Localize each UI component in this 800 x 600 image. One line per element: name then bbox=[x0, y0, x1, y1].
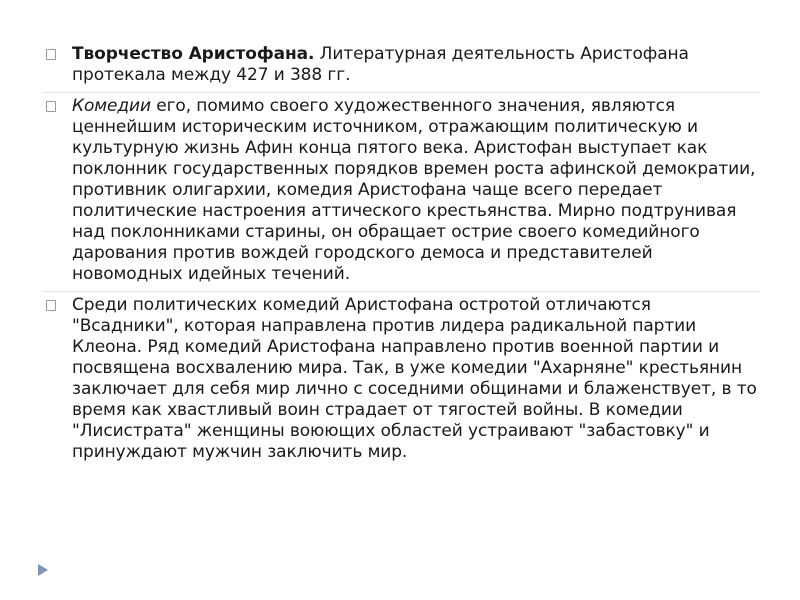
square-bullet-icon bbox=[46, 300, 56, 311]
bullet-body: Литературная деятельность Аристофана протекала между 427 и 388 гг. bbox=[72, 44, 689, 85]
bullet-item-2 bbox=[44, 96, 760, 285]
bullet-text bbox=[72, 96, 755, 284]
bullet-text bbox=[72, 44, 689, 85]
divider bbox=[44, 92, 760, 93]
divider bbox=[44, 291, 760, 292]
bullet-lead: Комедии bbox=[72, 96, 151, 116]
next-slide-arrow-icon[interactable] bbox=[38, 564, 48, 576]
slide-body bbox=[44, 44, 760, 463]
bullet-body: Среди политических комедий Аристофана остротой отличаются "Всадники", которая направлена против лидера радикальной партии Клеона. Ряд комедий Аристофана направлено против военной партии и посвящена восхвалению мира. Так, в уже комедии "Ахарняне" крестьянин заключает для себя мир лично с соседними общинами и блаженствует, в то время как хвастливый воин страдает от тягостей войны. В комедии "Лисистрата" женщины воюющих областей устраивают "забастовку" и принуждают мужчин заключить мир. bbox=[72, 295, 757, 462]
bullet-item-3 bbox=[44, 295, 760, 463]
square-bullet-icon bbox=[46, 101, 56, 112]
square-bullet-icon bbox=[46, 49, 56, 60]
bullet-body: его, помимо своего художественного значения, являются ценнейшим историческим источником, отражающим политическую и культурную жизнь Афин конца пятого века. Аристофан выступает как поклонник государственных порядков времен роста афинской демократии, противник олигархии, комедия Аристофана чаще всего передает политические настроения аттического крестьянства. Мирно подтрунивая над поклонниками старины, он обращает острие своего комедийного дарования против вождей городского демоса и представителей новомодных идейных течений. bbox=[72, 96, 756, 284]
bullet-item-1 bbox=[44, 44, 760, 86]
bullet-lead: Творчество Аристофана. bbox=[72, 44, 315, 64]
